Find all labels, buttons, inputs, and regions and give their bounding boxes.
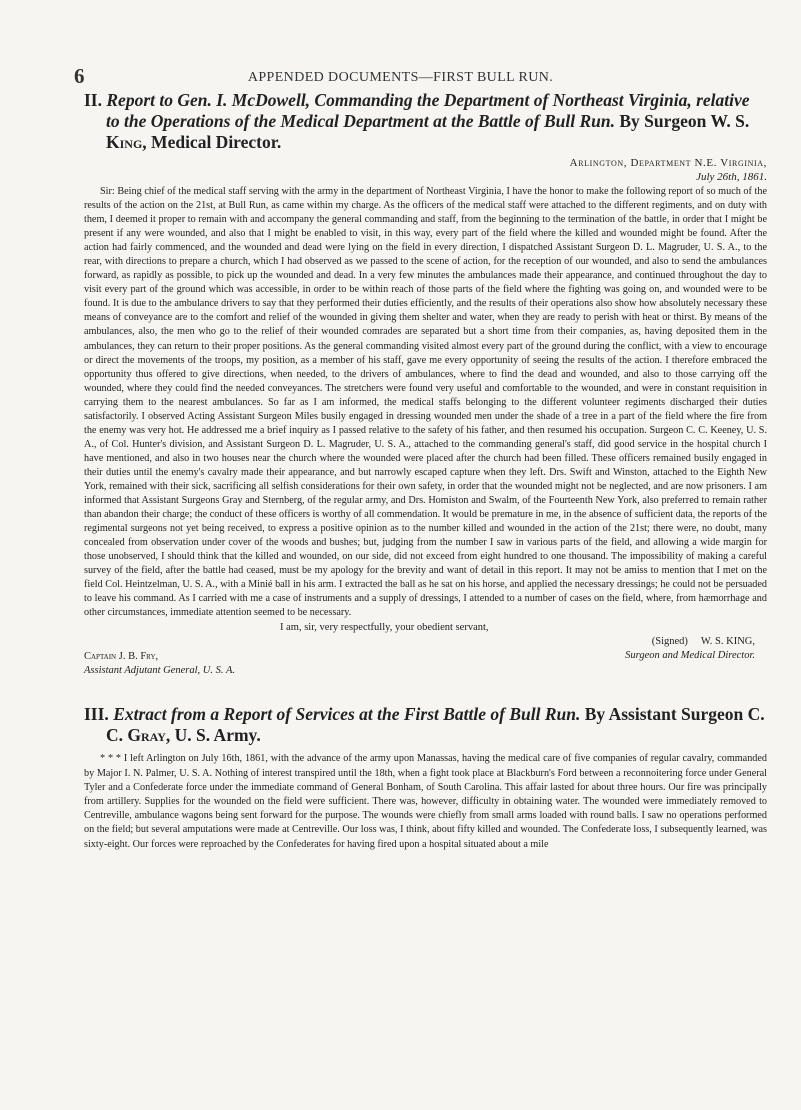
- addressee-role: Assistant Adjutant General, U. S. A.: [84, 665, 235, 677]
- closing-line: I am, sir, very respectfully, your obedient servant,: [280, 622, 489, 634]
- section-iii-body: * * * I left Arlington on July 16th, 1861, with the advance of the army upon Manassas, having the medical care of five companies of regular cavalry, commanded by Major I. N. Palmer, U. S. A. Nothing of interest transpired until the 18th, when a fight took place at Blackburn's Ford between a reconnoitering force under General Tyler and a Confederate force under the immediate command of General Bonham, of South Carolina. This affair lasted for about three hours. Our fire was principally from artillery. Supplies for the wounded on the field were sufficient. There was, however, difficulty in obtaining water. The wounded were immediately removed to Centreville, ambulance wagons being sent forward for the purpose. The wounds were chiefly from small arms loaded with round balls. I saw no operations performed on the field; but several amputations were made at Centreville. Our loss was, I think, about fifty killed and wounded. The Confederate loss, I subsequently learned, was sixty-eight. Our forces were reproached by the Confederates for having fired upon a hospital situated about a mile: [84, 753, 767, 850]
- section-ii-byline-post: , Medical Director.: [142, 132, 282, 152]
- page-number: 6: [74, 64, 85, 88]
- addressee-name: Captain J. B. Fry,: [84, 651, 159, 663]
- dateline-date: July 26th, 1861.: [696, 171, 767, 183]
- section-iii-title: [84, 704, 767, 746]
- section-iii-author: Gray: [127, 725, 166, 746]
- signature-role: Surgeon and Medical Director.: [625, 650, 755, 662]
- section-iii-numeral: III.: [84, 704, 109, 725]
- dateline: [84, 156, 767, 184]
- section-ii-title: [84, 90, 767, 153]
- section-ii-byline-pre: By Surgeon W. S.: [619, 111, 750, 131]
- section-iii-heading: Extract from a Report of Services at the First Battle of Bull Run.: [113, 704, 581, 725]
- running-head: APPENDED DOCUMENTS—FIRST BULL RUN.: [247, 70, 554, 85]
- signature-name: (Signed) W. S. KING,: [651, 636, 755, 648]
- section-ii-numeral: II.: [84, 90, 102, 110]
- section-iii-byline-pre: By Assistant Surgeon C. C.: [106, 704, 765, 746]
- section-ii-body: Sir: Being chief of the medical staff serving with the army in the department of Northeast Virginia, I have the honor to make the following report of so much of the results of the action on the 21st, at Bull Run, as came within my charge. As the officers of the medical staff were attached to the different regiments, and on duty with them, I deemed it proper to remain with and accompany the general commanding and staff, from the beginning to the termination of the battle, in order that I might be present if any were wounded, and also that I might be enabled to visit, in this way, every part of the field where the killed and wounded might be found. After the action had fairly commenced, and the wounded and dead were lying on the field in every direction, I dispatched Assistant Surgeon D. L. Magruder, U. S. A., to the rear, with directions to prepare a church, which I had observed as we passed to the scene of action, for the reception of our wounded, and also to send the ambulances forward, as rapidly as possible, to pick up the wounded and dead. In a very few minutes the ambulances made their appearance, and continued throughout the day to visit every part of the ground which was accessible, in order to be within reach of those parts of the field where the fighting was going on, and wounded were to be found. It is due to the ambulance drivers to say that they performed their duties efficiently, and the results of their operations also show how absolutely necessary these means of conveyance are to the comfort and relief of the wounded in giving them shelter and water, when they are ready to perish with heat or thirst. By means of the ambulances, also, the men who go to the relief of their wounded comrades are separated but a short time from their companies, as, having deposited them in the ambulances, they can return to their proper positions. As the general commanding visited almost every part of the ground during the conflict, with a view to encourage or direct the movements of the troops, my position, as a member of his staff, gave me every opportunity of seeing the results of the action. I therefore embraced the opportunity thus offered to give directions, when needed, to the drivers of ambulances, where to find the dead and wounded, and also to those carrying off the wounded, where they could find the needed conveyances. The stretchers were found very useful and comfortable to the wounded, and were in constant requisition in carrying them to the nearest ambulances. So far as I am informed, the medical staffs belonging to the different volunteer regiments discharged their duties satisfactorily. I observed Acting Assistant Surgeon Miles busily engaged in dressing wounded men under the shade of a tree in a part of the field where the fire from the enemy was very hot. He addressed me a brief inquiry as I passed relative to the safety of his father, and then resumed his occupation. Surgeon C. C. Keeney, U. S. A., of Col. Hunter's division, and Assistant Surgeon D. L. Magruder, U. S. A., attached to the commanding general's staff, did good service in the hospital church I have mentioned, and also in two houses near the church where the wounded were placed after the church had been filled. These officers remained busily engaged in their duties until the enemy's cavalry made their appearance, and but narrowly escaped capture when they left. Drs. Swift and Winston, attached to the Eighth New York, remained with their sick, sacrificing all selfish considerations for their own safety, in order that the wounded might not be neglected, and are now prisoners. I am informed that Assistant Surgeons Gray and Sternberg, of the regular army, and Drs. Homiston and Swalm, of the Fourteenth New York, also preferred to remain rather than abandon their charge; the conduct of these officers is worthy of all commendation. It would be premature in me, in the absence of sufficient data, the reports of the regimental surgeons not yet being received, to express a positive opinion as to the number killed and wounded in the action of the 21st; there were, no doubt, many concealed from observation under cover of the woods and bushes; but, judging from the number I saw in various parts of the field, and allowing a wide margin for those unobserved, I should think that the killed and wounded, on our side, did not exceed from eight hundred to one thousand. The impossibility of making a careful survey of the field, after the battle had ceased, must be my apology for the brevity and want of detail in this report. It may not be amiss to mention that I met on the field Col. Heintzelman, U. S. A., with a Minié ball in his arm. I extracted the ball as he sat on his horse, and applied the necessary dressings; he could not be persuaded to leave his command. As I carried with me a case of instruments and a supply of dressings, I attended to a number of cases on the field, where, from hæmorrhage and other circumstances, immediate attention seemed to be necessary.: [84, 186, 767, 619]
- section-ii-heading: Report to Gen. I. McDowell, Commanding the Department of Northeast Virginia, relative to the Operations of the Medical Department at the Battle of Bull Run.: [106, 90, 750, 131]
- section-iii: [84, 704, 767, 851]
- section-iii-byline-post: , U. S. Army.: [165, 725, 261, 746]
- section-ii: [84, 90, 767, 678]
- section-ii-author: King: [106, 132, 143, 152]
- document-body: [84, 90, 767, 852]
- dateline-place: Arlington, Department N.E. Virginia,: [569, 157, 767, 169]
